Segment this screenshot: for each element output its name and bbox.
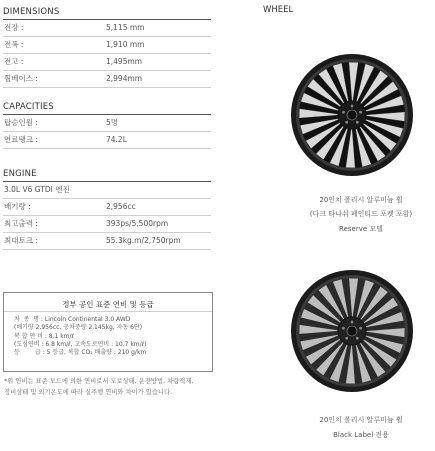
wheel-image-black-label	[290, 269, 414, 393]
spec-row	[3, 233, 211, 250]
wheel-caption-line2: Black Label 전용	[333, 431, 389, 439]
fuel-efficiency-box	[3, 292, 213, 372]
spec-row	[3, 216, 211, 233]
spec-label: 전폭 :	[4, 40, 24, 49]
wheel-caption-line3: Reserve 모델	[339, 225, 383, 233]
spec-label: 최대토크 :	[4, 236, 38, 245]
fuel-efficiency-note: *위 연비는 표준 모드에 의한 연비로서 도로상태, 운전방법, 차량적재, 정비상태 및 외기온도에 따라 실주행 연비와 차이가 있습니다.	[4, 378, 194, 396]
spec-value: 5명	[106, 118, 119, 127]
spec-label: 탑승인원 :	[4, 118, 38, 127]
engine-title: ENGINE	[3, 169, 37, 179]
spec-row	[3, 20, 211, 37]
capacities-section	[3, 100, 211, 149]
spec-row	[3, 54, 211, 71]
spec-value: 2,994mm	[106, 74, 143, 83]
spec-value: 74.2L	[106, 135, 127, 144]
spec-value: 1,495mm	[106, 57, 143, 66]
spec-label: 전장 :	[4, 23, 24, 32]
fuel-efficiency-details: 차 종 명 : Lincoln Continental 3.0 AWD (배기량 2,956cc, 공차중량 2,145kg, 자동 6단) 복 합 연 비 : 8.1 km/ℓ (도심연비 : 6.8 km/ℓ, 고속도로연비 : 10.7 km/ℓ) 등 급 : 5 등급, 복합 CO₂ 배출량 : 210 g/km	[14, 316, 147, 357]
spec-value: 55.3kg.m/2,750rpm	[106, 236, 181, 245]
wheel-caption-line1: 20인치 폴리시 알루미늄 휠	[319, 196, 403, 204]
engine-subtitle: 3.0L V6 GTDI 엔진	[4, 185, 70, 194]
wheel-image-reserve	[290, 53, 414, 177]
dimensions-section	[3, 5, 211, 88]
spec-row	[3, 37, 211, 54]
engine-section	[3, 167, 211, 250]
wheel-caption-line1: 20인치 폴리시 알루미늄 휠	[319, 416, 403, 424]
capacities-title: CAPACITIES	[3, 102, 54, 112]
spec-label: 최고출력 :	[4, 219, 38, 228]
spec-row	[3, 115, 211, 132]
dimensions-title: DIMENSIONS	[3, 7, 60, 17]
engine-subtitle-row	[3, 182, 211, 199]
spec-value: 1,910 mm	[106, 40, 145, 49]
spec-label: 전고 :	[4, 57, 24, 66]
spec-label: 연료탱크 :	[4, 135, 38, 144]
wheel-caption-line2: (다크 타나쉬 페인티드 포켓 포함)	[309, 210, 413, 218]
spec-row	[3, 199, 211, 216]
spec-row	[3, 132, 211, 149]
spec-value: 5,115 mm	[106, 23, 145, 32]
spec-value: 393ps/5,500rpm	[106, 219, 169, 228]
spec-row	[3, 71, 211, 88]
wheel-title: WHEEL	[263, 5, 294, 15]
spec-value: 2,956cc	[106, 202, 136, 211]
fuel-efficiency-title: 정부 공인 표준 연비 및 등급	[62, 300, 154, 309]
spec-label: 휠베이스 :	[4, 74, 38, 83]
spec-label: 배기량 :	[4, 202, 31, 211]
